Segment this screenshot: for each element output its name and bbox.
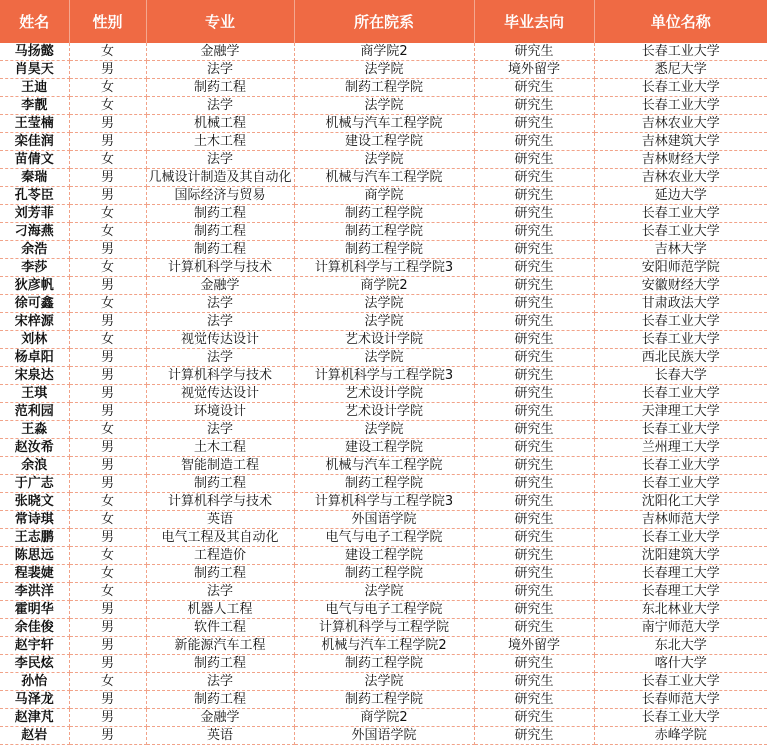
department-cell[interactable]: 法学院 xyxy=(294,151,474,169)
employer-cell[interactable]: 长春工业大学 xyxy=(594,709,767,727)
gender-cell[interactable]: 男 xyxy=(69,169,146,187)
employer-cell[interactable]: 长春工业大学 xyxy=(594,43,767,61)
employer-cell[interactable]: 西北民族大学 xyxy=(594,349,767,367)
major-cell[interactable]: 制药工程 xyxy=(146,79,294,97)
department-cell[interactable]: 外国语学院 xyxy=(294,727,474,745)
employer-cell[interactable]: 吉林大学 xyxy=(594,241,767,259)
destination-cell[interactable]: 研究生 xyxy=(474,277,594,295)
gender-cell[interactable]: 男 xyxy=(69,691,146,709)
employer-cell[interactable]: 吉林师范大学 xyxy=(594,511,767,529)
table-header xyxy=(0,0,767,43)
destination-cell[interactable]: 研究生 xyxy=(474,601,594,619)
employer-cell[interactable]: 延边大学 xyxy=(594,187,767,205)
gender-cell[interactable]: 女 xyxy=(69,223,146,241)
gender-cell[interactable]: 男 xyxy=(69,601,146,619)
employer-cell[interactable]: 长春工业大学 xyxy=(594,79,767,97)
employer-cell[interactable]: 安阳师范学院 xyxy=(594,259,767,277)
major-cell[interactable]: 金融学 xyxy=(146,43,294,61)
employer-cell[interactable]: 长春工业大学 xyxy=(594,97,767,115)
gender-cell[interactable]: 男 xyxy=(69,187,146,205)
table-row xyxy=(0,673,767,691)
department-cell[interactable]: 商学院 xyxy=(294,187,474,205)
employer-cell[interactable]: 长春工业大学 xyxy=(594,457,767,475)
major-cell[interactable]: 机械工程 xyxy=(146,115,294,133)
employer-cell[interactable]: 天津理工大学 xyxy=(594,403,767,421)
header-name: 姓名 xyxy=(0,0,69,43)
major-cell[interactable]: 制药工程 xyxy=(146,655,294,673)
major-cell[interactable]: 法学 xyxy=(146,673,294,691)
department-cell[interactable]: 制药工程学院 xyxy=(294,205,474,223)
major-cell[interactable]: 电气工程及其自动化 xyxy=(146,529,294,547)
name-cell[interactable]: 余浩 xyxy=(0,241,69,259)
gender-cell[interactable]: 女 xyxy=(69,151,146,169)
table-row xyxy=(0,601,767,619)
major-cell[interactable]: 制药工程 xyxy=(146,205,294,223)
major-cell[interactable]: 计算机科学与技术 xyxy=(146,493,294,511)
destination-cell[interactable]: 研究生 xyxy=(474,241,594,259)
gender-cell[interactable]: 男 xyxy=(69,619,146,637)
header-major: 专业 xyxy=(146,0,294,43)
name-cell[interactable]: 于广志 xyxy=(0,475,69,493)
destination-cell[interactable]: 研究生 xyxy=(474,691,594,709)
major-cell[interactable]: 智能制造工程 xyxy=(146,457,294,475)
department-cell[interactable]: 外国语学院 xyxy=(294,511,474,529)
employer-cell[interactable]: 甘肃政法大学 xyxy=(594,295,767,313)
destination-cell[interactable]: 研究生 xyxy=(474,115,594,133)
destination-cell[interactable]: 研究生 xyxy=(474,385,594,403)
major-cell[interactable]: 制药工程 xyxy=(146,691,294,709)
employer-cell[interactable]: 东北大学 xyxy=(594,637,767,655)
destination-cell[interactable]: 研究生 xyxy=(474,169,594,187)
name-cell[interactable]: 杨卓阳 xyxy=(0,349,69,367)
name-cell[interactable]: 徐可鑫 xyxy=(0,295,69,313)
major-cell[interactable]: 计算机科学与技术 xyxy=(146,367,294,385)
employer-cell[interactable]: 兰州理工大学 xyxy=(594,439,767,457)
gender-cell[interactable]: 女 xyxy=(69,97,146,115)
employer-cell[interactable]: 长春工业大学 xyxy=(594,673,767,691)
gender-cell[interactable]: 女 xyxy=(69,673,146,691)
employer-cell[interactable]: 长春工业大学 xyxy=(594,331,767,349)
gender-cell[interactable]: 男 xyxy=(69,403,146,421)
table-row xyxy=(0,565,767,583)
employer-cell[interactable]: 南宁师范大学 xyxy=(594,619,767,637)
destination-cell[interactable]: 研究生 xyxy=(474,547,594,565)
major-cell[interactable]: 软件工程 xyxy=(146,619,294,637)
major-cell[interactable]: 新能源汽车工程 xyxy=(146,637,294,655)
table-body xyxy=(0,43,767,745)
table-row xyxy=(0,133,767,151)
major-cell[interactable]: 视觉传达设计 xyxy=(146,385,294,403)
major-cell[interactable]: 法学 xyxy=(146,61,294,79)
destination-cell[interactable]: 研究生 xyxy=(474,475,594,493)
major-cell[interactable]: 法学 xyxy=(146,295,294,313)
major-cell[interactable]: 制药工程 xyxy=(146,241,294,259)
destination-cell[interactable]: 研究生 xyxy=(474,439,594,457)
destination-cell[interactable]: 研究生 xyxy=(474,421,594,439)
destination-cell[interactable]: 研究生 xyxy=(474,133,594,151)
employer-cell[interactable]: 悉尼大学 xyxy=(594,61,767,79)
department-cell[interactable]: 机械与汽车工程学院2 xyxy=(294,637,474,655)
gender-cell[interactable]: 男 xyxy=(69,655,146,673)
table-row xyxy=(0,583,767,601)
major-cell[interactable]: 法学 xyxy=(146,421,294,439)
name-cell[interactable]: 赵津芃 xyxy=(0,709,69,727)
gender-cell[interactable]: 男 xyxy=(69,367,146,385)
major-cell[interactable]: 法学 xyxy=(146,97,294,115)
destination-cell[interactable]: 研究生 xyxy=(474,493,594,511)
employer-cell[interactable]: 长春工业大学 xyxy=(594,223,767,241)
department-cell[interactable]: 法学院 xyxy=(294,349,474,367)
gender-cell[interactable]: 男 xyxy=(69,313,146,331)
major-cell[interactable]: 法学 xyxy=(146,151,294,169)
destination-cell[interactable]: 研究生 xyxy=(474,727,594,745)
destination-cell[interactable]: 研究生 xyxy=(474,223,594,241)
department-cell[interactable]: 电气与电子工程学院 xyxy=(294,529,474,547)
name-cell[interactable]: 宋梓源 xyxy=(0,313,69,331)
department-cell[interactable]: 法学院 xyxy=(294,673,474,691)
destination-cell[interactable]: 研究生 xyxy=(474,187,594,205)
department-cell[interactable]: 电气与电子工程学院 xyxy=(294,601,474,619)
major-cell[interactable]: 土木工程 xyxy=(146,439,294,457)
table-row xyxy=(0,439,767,457)
table-row xyxy=(0,151,767,169)
department-cell[interactable]: 制药工程学院 xyxy=(294,79,474,97)
department-cell[interactable]: 法学院 xyxy=(294,97,474,115)
table-row xyxy=(0,205,767,223)
department-cell[interactable]: 建设工程学院 xyxy=(294,133,474,151)
department-cell[interactable]: 建设工程学院 xyxy=(294,547,474,565)
table-row xyxy=(0,727,767,745)
department-cell[interactable]: 制药工程学院 xyxy=(294,475,474,493)
destination-cell[interactable]: 研究生 xyxy=(474,349,594,367)
gender-cell[interactable]: 女 xyxy=(69,295,146,313)
gender-cell[interactable]: 男 xyxy=(69,61,146,79)
employer-cell[interactable]: 喀什大学 xyxy=(594,655,767,673)
department-cell[interactable]: 制药工程学院 xyxy=(294,691,474,709)
table-row xyxy=(0,61,767,79)
employer-cell[interactable]: 吉林农业大学 xyxy=(594,115,767,133)
destination-cell[interactable]: 研究生 xyxy=(474,619,594,637)
table-row xyxy=(0,403,767,421)
header-destination: 毕业去向 xyxy=(474,0,594,43)
gender-cell[interactable]: 女 xyxy=(69,421,146,439)
major-cell[interactable]: 环境设计 xyxy=(146,403,294,421)
gender-cell[interactable]: 男 xyxy=(69,637,146,655)
department-cell[interactable]: 制药工程学院 xyxy=(294,241,474,259)
gender-cell[interactable]: 女 xyxy=(69,511,146,529)
department-cell[interactable]: 法学院 xyxy=(294,295,474,313)
name-cell[interactable]: 王迪 xyxy=(0,79,69,97)
table-row xyxy=(0,277,767,295)
gender-cell[interactable]: 女 xyxy=(69,79,146,97)
department-cell[interactable]: 法学院 xyxy=(294,583,474,601)
department-cell[interactable]: 商学院2 xyxy=(294,277,474,295)
name-cell[interactable]: 余佳俊 xyxy=(0,619,69,637)
gender-cell[interactable]: 男 xyxy=(69,385,146,403)
table-row xyxy=(0,475,767,493)
gender-cell[interactable]: 女 xyxy=(69,583,146,601)
table-row xyxy=(0,529,767,547)
name-cell[interactable]: 栾佳润 xyxy=(0,133,69,151)
name-cell[interactable]: 肖昊天 xyxy=(0,61,69,79)
name-cell[interactable]: 刘林 xyxy=(0,331,69,349)
gender-cell[interactable]: 男 xyxy=(69,115,146,133)
table-row xyxy=(0,457,767,475)
name-cell[interactable]: 宋泉达 xyxy=(0,367,69,385)
header-department: 所在院系 xyxy=(294,0,474,43)
major-cell[interactable]: 几械设计制造及其自动化 xyxy=(146,169,294,187)
table-row xyxy=(0,637,767,655)
name-cell[interactable]: 李洪洋 xyxy=(0,583,69,601)
employer-cell[interactable]: 长春工业大学 xyxy=(594,475,767,493)
destination-cell[interactable]: 研究生 xyxy=(474,259,594,277)
name-cell[interactable]: 李靓 xyxy=(0,97,69,115)
major-cell[interactable]: 制药工程 xyxy=(146,223,294,241)
table-row xyxy=(0,97,767,115)
name-cell[interactable]: 王莹楠 xyxy=(0,115,69,133)
name-cell[interactable]: 赵宇轩 xyxy=(0,637,69,655)
major-cell[interactable]: 英语 xyxy=(146,727,294,745)
name-cell[interactable]: 陈思远 xyxy=(0,547,69,565)
name-cell[interactable]: 刘芳菲 xyxy=(0,205,69,223)
name-cell[interactable]: 常诗琪 xyxy=(0,511,69,529)
destination-cell[interactable]: 研究生 xyxy=(474,367,594,385)
department-cell[interactable]: 计算机科学与工程学院3 xyxy=(294,493,474,511)
gender-cell[interactable]: 女 xyxy=(69,43,146,61)
table-row xyxy=(0,349,767,367)
department-cell[interactable]: 机械与汽车工程学院 xyxy=(294,457,474,475)
name-cell[interactable]: 苗倩文 xyxy=(0,151,69,169)
destination-cell[interactable]: 境外留学 xyxy=(474,61,594,79)
destination-cell[interactable]: 研究生 xyxy=(474,43,594,61)
employer-cell[interactable]: 长春理工大学 xyxy=(594,565,767,583)
name-cell[interactable]: 赵汝希 xyxy=(0,439,69,457)
department-cell[interactable]: 制药工程学院 xyxy=(294,565,474,583)
gender-cell[interactable]: 男 xyxy=(69,529,146,547)
destination-cell[interactable]: 研究生 xyxy=(474,673,594,691)
name-cell[interactable]: 马扬懿 xyxy=(0,43,69,61)
gender-cell[interactable]: 女 xyxy=(69,565,146,583)
table-row xyxy=(0,115,767,133)
major-cell[interactable]: 金融学 xyxy=(146,709,294,727)
table-row xyxy=(0,511,767,529)
destination-cell[interactable]: 研究生 xyxy=(474,403,594,421)
employer-cell[interactable]: 沈阳建筑大学 xyxy=(594,547,767,565)
major-cell[interactable]: 机器人工程 xyxy=(146,601,294,619)
gender-cell[interactable]: 男 xyxy=(69,457,146,475)
department-cell[interactable]: 艺术设计学院 xyxy=(294,403,474,421)
employer-cell[interactable]: 长春大学 xyxy=(594,367,767,385)
department-cell[interactable]: 艺术设计学院 xyxy=(294,331,474,349)
gender-cell[interactable]: 男 xyxy=(69,439,146,457)
name-cell[interactable]: 狄彦帆 xyxy=(0,277,69,295)
employer-cell[interactable]: 长春工业大学 xyxy=(594,529,767,547)
destination-cell[interactable]: 研究生 xyxy=(474,151,594,169)
employer-cell[interactable]: 长春工业大学 xyxy=(594,421,767,439)
name-cell[interactable]: 王琪 xyxy=(0,385,69,403)
destination-cell[interactable]: 研究生 xyxy=(474,97,594,115)
major-cell[interactable]: 法学 xyxy=(146,583,294,601)
gender-cell[interactable]: 男 xyxy=(69,349,146,367)
name-cell[interactable]: 余浪 xyxy=(0,457,69,475)
destination-cell[interactable]: 研究生 xyxy=(474,331,594,349)
name-cell[interactable]: 赵岩 xyxy=(0,727,69,745)
department-cell[interactable]: 计算机科学与工程学院3 xyxy=(294,259,474,277)
destination-cell[interactable]: 研究生 xyxy=(474,295,594,313)
employer-cell[interactable]: 沈阳化工大学 xyxy=(594,493,767,511)
destination-cell[interactable]: 研究生 xyxy=(474,79,594,97)
major-cell[interactable]: 国际经济与贸易 xyxy=(146,187,294,205)
table-row xyxy=(0,259,767,277)
gender-cell[interactable]: 男 xyxy=(69,133,146,151)
gender-cell[interactable]: 女 xyxy=(69,259,146,277)
department-cell[interactable]: 商学院2 xyxy=(294,43,474,61)
name-cell[interactable]: 张晓文 xyxy=(0,493,69,511)
major-cell[interactable]: 工程造价 xyxy=(146,547,294,565)
name-cell[interactable]: 范利园 xyxy=(0,403,69,421)
employer-cell[interactable]: 长春理工大学 xyxy=(594,583,767,601)
department-cell[interactable]: 法学院 xyxy=(294,421,474,439)
gender-cell[interactable]: 男 xyxy=(69,241,146,259)
destination-cell[interactable]: 研究生 xyxy=(474,313,594,331)
table-row xyxy=(0,655,767,673)
table-row xyxy=(0,241,767,259)
destination-cell[interactable]: 研究生 xyxy=(474,457,594,475)
table-row xyxy=(0,385,767,403)
table-row xyxy=(0,295,767,313)
employer-cell[interactable]: 长春师范大学 xyxy=(594,691,767,709)
name-cell[interactable]: 李民炫 xyxy=(0,655,69,673)
department-cell[interactable]: 制药工程学院 xyxy=(294,223,474,241)
table-row xyxy=(0,313,767,331)
table-row xyxy=(0,547,767,565)
name-cell[interactable]: 秦瑞 xyxy=(0,169,69,187)
gender-cell[interactable]: 女 xyxy=(69,493,146,511)
table-row xyxy=(0,493,767,511)
department-cell[interactable]: 机械与汽车工程学院 xyxy=(294,115,474,133)
table-row xyxy=(0,169,767,187)
name-cell[interactable]: 马泽龙 xyxy=(0,691,69,709)
gender-cell[interactable]: 女 xyxy=(69,331,146,349)
name-cell[interactable]: 王淼 xyxy=(0,421,69,439)
department-cell[interactable]: 机械与汽车工程学院 xyxy=(294,169,474,187)
name-cell[interactable]: 孔苓臣 xyxy=(0,187,69,205)
major-cell[interactable]: 法学 xyxy=(146,313,294,331)
destination-cell[interactable]: 研究生 xyxy=(474,205,594,223)
employer-cell[interactable]: 吉林农业大学 xyxy=(594,169,767,187)
gender-cell[interactable]: 男 xyxy=(69,475,146,493)
table-row xyxy=(0,331,767,349)
department-cell[interactable]: 商学院2 xyxy=(294,709,474,727)
employer-cell[interactable]: 赤峰学院 xyxy=(594,727,767,745)
gender-cell[interactable]: 女 xyxy=(69,547,146,565)
table-row xyxy=(0,619,767,637)
table-row xyxy=(0,691,767,709)
table-row xyxy=(0,367,767,385)
department-cell[interactable]: 计算机科学与工程学院 xyxy=(294,619,474,637)
table-row xyxy=(0,223,767,241)
header-gender: 性别 xyxy=(69,0,146,43)
major-cell[interactable]: 制药工程 xyxy=(146,475,294,493)
gender-cell[interactable]: 男 xyxy=(69,277,146,295)
table-row xyxy=(0,187,767,205)
gender-cell[interactable]: 男 xyxy=(69,709,146,727)
destination-cell[interactable]: 境外留学 xyxy=(474,637,594,655)
department-cell[interactable]: 计算机科学与工程学院3 xyxy=(294,367,474,385)
name-cell[interactable]: 霍明华 xyxy=(0,601,69,619)
gender-cell[interactable]: 女 xyxy=(69,205,146,223)
gender-cell[interactable]: 男 xyxy=(69,727,146,745)
name-cell[interactable]: 孙怡 xyxy=(0,673,69,691)
employer-cell[interactable]: 东北林业大学 xyxy=(594,601,767,619)
department-cell[interactable]: 法学院 xyxy=(294,61,474,79)
header-row xyxy=(0,0,767,43)
major-cell[interactable]: 计算机科学与技术 xyxy=(146,259,294,277)
name-cell[interactable]: 刁海燕 xyxy=(0,223,69,241)
name-cell[interactable]: 李莎 xyxy=(0,259,69,277)
table-row xyxy=(0,43,767,61)
major-cell[interactable]: 制药工程 xyxy=(146,565,294,583)
table-row xyxy=(0,421,767,439)
table-row xyxy=(0,79,767,97)
name-cell[interactable]: 程裴婕 xyxy=(0,565,69,583)
department-cell[interactable]: 艺术设计学院 xyxy=(294,385,474,403)
employer-cell[interactable]: 吉林财经大学 xyxy=(594,151,767,169)
employer-cell[interactable]: 长春工业大学 xyxy=(594,313,767,331)
destination-cell[interactable]: 研究生 xyxy=(474,655,594,673)
destination-cell[interactable]: 研究生 xyxy=(474,565,594,583)
destination-cell[interactable]: 研究生 xyxy=(474,511,594,529)
department-cell[interactable]: 法学院 xyxy=(294,313,474,331)
employer-cell[interactable]: 长春工业大学 xyxy=(594,385,767,403)
destination-cell[interactable]: 研究生 xyxy=(474,709,594,727)
employer-cell[interactable]: 安徽财经大学 xyxy=(594,277,767,295)
major-cell[interactable]: 法学 xyxy=(146,349,294,367)
major-cell[interactable]: 视觉传达设计 xyxy=(146,331,294,349)
department-cell[interactable]: 制药工程学院 xyxy=(294,655,474,673)
major-cell[interactable]: 土木工程 xyxy=(146,133,294,151)
employer-cell[interactable]: 吉林建筑大学 xyxy=(594,133,767,151)
major-cell[interactable]: 英语 xyxy=(146,511,294,529)
department-cell[interactable]: 建设工程学院 xyxy=(294,439,474,457)
major-cell[interactable]: 金融学 xyxy=(146,277,294,295)
table-row xyxy=(0,709,767,727)
employer-cell[interactable]: 长春工业大学 xyxy=(594,205,767,223)
destination-cell[interactable]: 研究生 xyxy=(474,583,594,601)
header-employer: 单位名称 xyxy=(594,0,767,43)
destination-cell[interactable]: 研究生 xyxy=(474,529,594,547)
name-cell[interactable]: 王志鹏 xyxy=(0,529,69,547)
